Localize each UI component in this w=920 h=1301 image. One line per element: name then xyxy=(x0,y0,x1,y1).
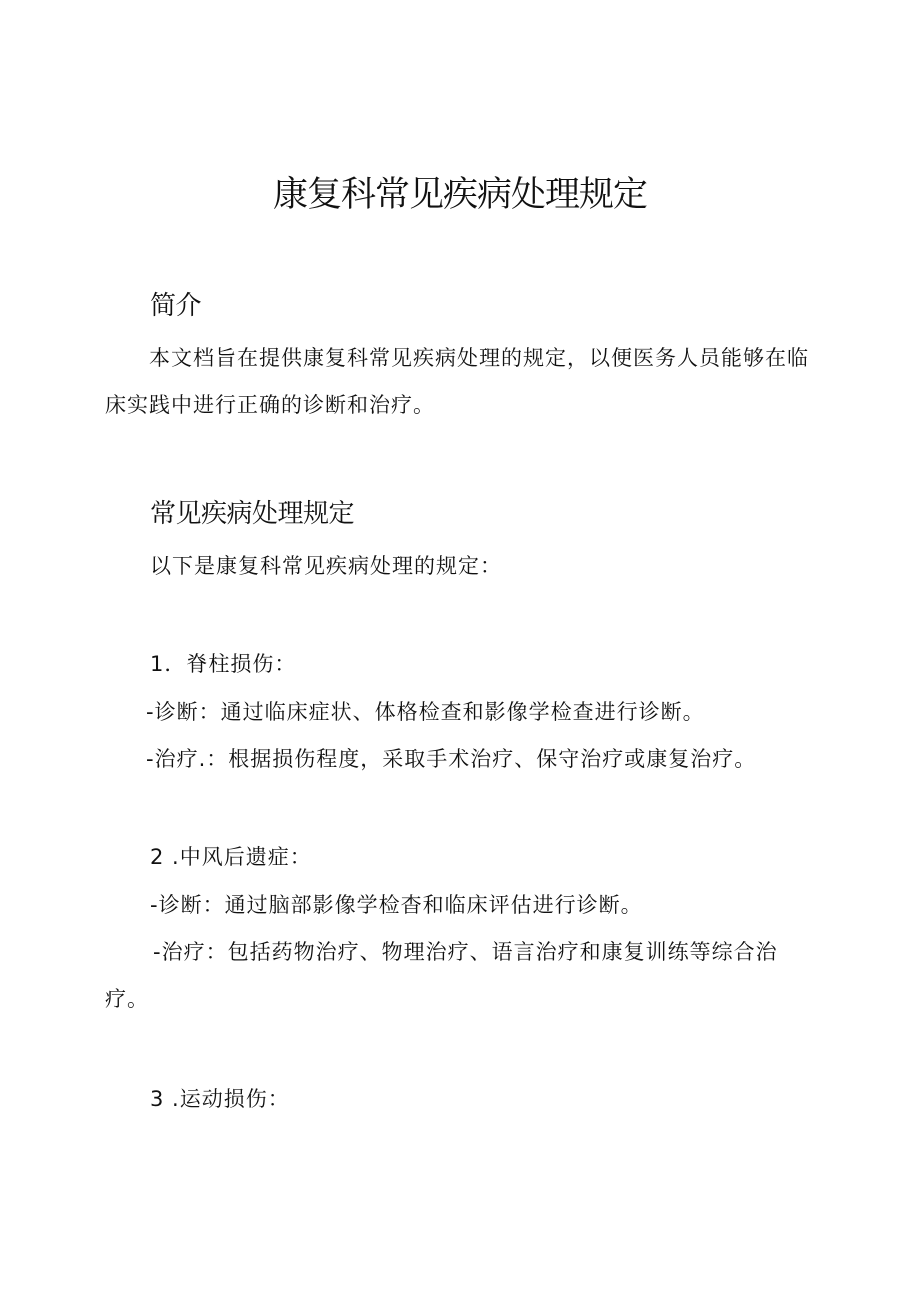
item-1-diagnosis: -诊断：通过临床症状、体格检查和影像学检查进行诊断。 xyxy=(146,700,705,724)
item-2-diagnosis: -诊断：通过脑部影像学检杳和临床评估进行诊断。 xyxy=(150,893,643,917)
item-2-title: 2 .中风后遗症： xyxy=(150,845,312,869)
item-3-title: 3 .运动损伤： xyxy=(150,1087,290,1111)
rules-heading: 常见疾病处理规定 xyxy=(150,499,355,529)
rules-lead: 以下是康复科常见疾病处理的规定： xyxy=(150,554,502,578)
item-2-treatment: -治疗：包括药物治疗、物理治疗、语言治疗和康复训练等综合治疗。 xyxy=(105,940,778,1011)
item-1-title: 1．脊柱损伤： xyxy=(150,652,297,676)
intro-heading: 简介 xyxy=(150,291,202,321)
intro-paragraph: 本文档旨在提供康复科常见疾病处理的规定，以便医务人员能够在临床实践中进行正确的诊断和治疗。 xyxy=(105,346,809,417)
item-1-treatment: -治疗.：根据损伤程度，采取手术治疗、保守治疗或康复治疗。 xyxy=(146,747,757,771)
document-title: 康复科常见疾病处理规定 xyxy=(272,175,647,215)
